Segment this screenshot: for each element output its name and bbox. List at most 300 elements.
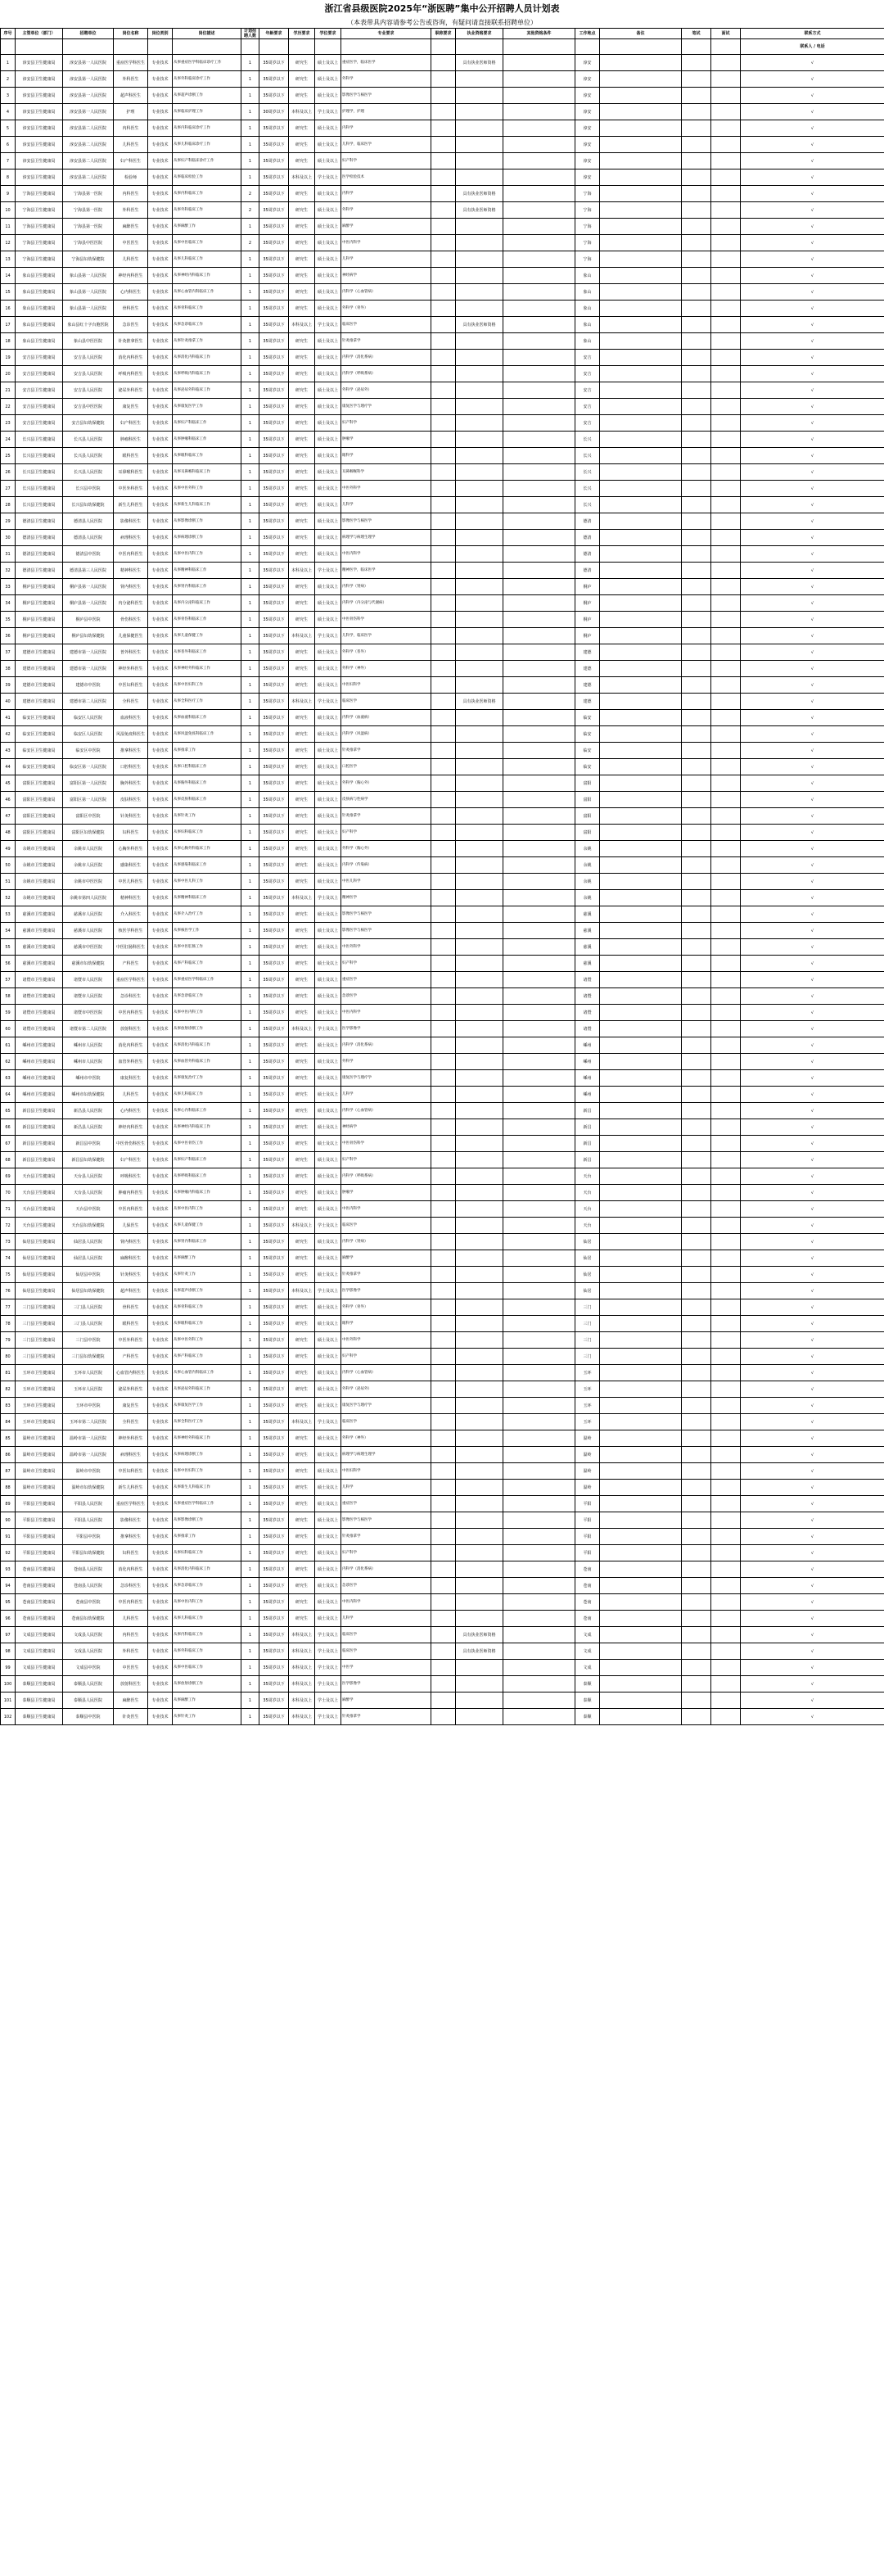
table-cell (711, 88, 741, 104)
table-cell: 护理学，护理 (341, 104, 431, 120)
table-cell (431, 546, 456, 563)
table-cell (682, 1316, 711, 1332)
column-header: 招聘单位 (63, 29, 114, 39)
table-cell (431, 1561, 456, 1578)
table-cell: 45 (1, 775, 16, 792)
table-cell: 文成 (575, 1660, 600, 1676)
table-cell (431, 301, 456, 317)
table-cell: 硕士及以上 (315, 1234, 341, 1250)
table-cell (456, 1381, 503, 1398)
table-cell: 安吉 (575, 350, 600, 366)
table-cell: 66 (1, 1119, 16, 1136)
table-cell (456, 808, 503, 825)
table-cell: 消化内科医生 (114, 1037, 148, 1054)
table-cell: 35周岁以下 (259, 939, 289, 956)
table-cell: 35周岁以下 (259, 1316, 289, 1332)
table-cell: √ (741, 1594, 884, 1611)
table-cell (503, 382, 575, 399)
table-cell (711, 1152, 741, 1168)
table-cell: 研究生 (289, 874, 315, 890)
table-cell: √ (741, 579, 884, 595)
table-cell: 宁海 (575, 235, 600, 251)
table-cell: 32 (1, 563, 16, 579)
table-cell (456, 628, 503, 644)
table-cell: 35周岁以下 (259, 88, 289, 104)
table-cell: 从事内分泌科临床工作 (173, 595, 241, 612)
table-cell: 1 (241, 1611, 259, 1627)
table-cell: √ (741, 546, 884, 563)
table-cell (431, 939, 456, 956)
table-cell (503, 579, 575, 595)
table-cell: 硕士及以上 (315, 333, 341, 350)
table-cell (431, 1185, 456, 1201)
table-cell: 余姚市人民医院 (63, 857, 114, 874)
table-cell: 中医肛肠科医生 (114, 939, 148, 956)
table-row (1, 1299, 884, 1316)
table-cell (682, 1201, 711, 1218)
table-cell (711, 677, 741, 694)
table-cell (600, 1365, 682, 1381)
table-cell: 新昌 (575, 1152, 600, 1168)
table-row (1, 1480, 884, 1496)
table-cell: 硕士及以上 (315, 906, 341, 923)
table-cell (503, 956, 575, 972)
table-row (1, 301, 884, 317)
table-row (1, 1365, 884, 1381)
table-cell: 建德市卫生健康局 (16, 644, 63, 661)
table-cell: 硕士及以上 (315, 1529, 341, 1545)
table-cell: 天台 (575, 1218, 600, 1234)
table-cell (711, 1250, 741, 1267)
table-cell: 99 (1, 1660, 16, 1676)
table-cell (503, 366, 575, 382)
table-cell: 1 (241, 415, 259, 432)
table-cell (711, 1070, 741, 1087)
table-cell: 血液科医生 (114, 710, 148, 726)
table-cell (711, 874, 741, 890)
table-cell (682, 759, 711, 775)
table-cell: 文成 (575, 1627, 600, 1643)
table-cell: 余姚市第四人民医院 (63, 890, 114, 906)
table-cell (682, 1643, 711, 1660)
table-cell: 苍南县卫生健康局 (16, 1561, 63, 1578)
table-cell: 35周岁以下 (259, 1250, 289, 1267)
table-cell: 病理科医生 (114, 1447, 148, 1463)
table-cell (711, 1594, 741, 1611)
table-cell: 62 (1, 1054, 16, 1070)
table-cell: 专业技术 (148, 1299, 173, 1316)
table-cell: 从事妇产科临床工作 (173, 1152, 241, 1168)
table-cell: 硕士及以上 (315, 726, 341, 743)
table-cell: 17 (1, 317, 16, 333)
table-cell: 9 (1, 186, 16, 202)
table-cell: 外科医生 (114, 1643, 148, 1660)
table-cell (503, 1119, 575, 1136)
table-cell: 44 (1, 759, 16, 775)
table-cell: 15 (1, 284, 16, 301)
table-cell: 消化内科医生 (114, 1561, 148, 1578)
column-subheader (1, 39, 16, 55)
table-cell: 84 (1, 1414, 16, 1430)
table-cell (600, 1447, 682, 1463)
table-cell: √ (741, 792, 884, 808)
table-cell: 本科及以上 (289, 694, 315, 710)
table-cell (682, 972, 711, 988)
table-cell: √ (741, 1185, 884, 1201)
table-cell: 温岭 (575, 1430, 600, 1447)
document-subtitle: （本表带具内容请参考公告或咨询，有疑问请直接联系招聘单位） (347, 18, 537, 26)
table-cell: 象山县卫生健康局 (16, 284, 63, 301)
table-cell: √ (741, 350, 884, 366)
table-cell: 1 (241, 890, 259, 906)
table-cell: 安吉县卫生健康局 (16, 399, 63, 415)
table-cell: 研究生 (289, 1332, 315, 1349)
table-cell: 52 (1, 890, 16, 906)
table-cell: 研究生 (289, 55, 315, 71)
table-cell (711, 1054, 741, 1070)
table-cell: 淳安县第一人民医院 (63, 104, 114, 120)
table-cell: 35周岁以下 (259, 743, 289, 759)
table-cell: 本科及以上 (289, 1643, 315, 1660)
table-cell: 35周岁以下 (259, 1119, 289, 1136)
table-cell: 研究生 (289, 284, 315, 301)
table-cell (456, 1512, 503, 1529)
column-subheader (173, 39, 241, 55)
table-cell (600, 169, 682, 186)
table-cell (503, 939, 575, 956)
table-cell: 从事麻醉工作 (173, 1692, 241, 1709)
table-cell: 平阳县人民医院 (63, 1512, 114, 1529)
table-cell: 14 (1, 268, 16, 284)
table-cell (711, 284, 741, 301)
table-cell (503, 841, 575, 857)
table-cell: 专业技术 (148, 120, 173, 137)
table-cell: 从事产科临床工作 (173, 1349, 241, 1365)
table-cell (431, 153, 456, 169)
table-cell: 研究生 (289, 1136, 315, 1152)
table-cell: 27 (1, 481, 16, 497)
table-cell: 1 (241, 988, 259, 1005)
table-cell (600, 1054, 682, 1070)
table-row (1, 1709, 884, 1725)
table-cell: 温岭市卫生健康局 (16, 1463, 63, 1480)
table-cell: 本科及以上 (289, 1709, 315, 1725)
table-cell: 专业技术 (148, 1021, 173, 1037)
table-cell: 1 (241, 1512, 259, 1529)
table-cell (431, 382, 456, 399)
table-cell: 35周岁以下 (259, 137, 289, 153)
table-cell: 研究生 (289, 1087, 315, 1103)
table-cell: 研究生 (289, 743, 315, 759)
table-cell: 医学影像学 (341, 1676, 431, 1692)
table-cell: 宁海 (575, 186, 600, 202)
table-cell: √ (741, 1381, 884, 1398)
table-cell: 新生儿科医生 (114, 1480, 148, 1496)
table-cell (600, 972, 682, 988)
table-row (1, 71, 884, 88)
table-cell: 1 (241, 464, 259, 481)
table-cell: √ (741, 1447, 884, 1463)
table-cell: 影像医学与核医学 (341, 1512, 431, 1529)
table-cell: 硕士及以上 (315, 1316, 341, 1332)
table-cell (456, 1136, 503, 1152)
table-cell (600, 1185, 682, 1201)
table-cell: 具有执业医师资格 (456, 202, 503, 219)
table-cell: 外科学（骨外） (341, 1299, 431, 1316)
table-cell (600, 55, 682, 71)
table-cell (682, 137, 711, 153)
table-cell: 硕士及以上 (315, 579, 341, 595)
table-cell: 象山县卫生健康局 (16, 301, 63, 317)
table-cell (711, 513, 741, 530)
table-cell (431, 710, 456, 726)
table-row (1, 415, 884, 432)
table-cell: 天台县人民医院 (63, 1168, 114, 1185)
table-cell: 中医内科学 (341, 1594, 431, 1611)
column-header: 岗位类别 (148, 29, 173, 39)
table-cell (503, 1037, 575, 1054)
table-cell: 妇产科学 (341, 1349, 431, 1365)
table-cell (711, 1005, 741, 1021)
table-cell (431, 1398, 456, 1414)
table-cell (431, 169, 456, 186)
table-row (1, 890, 884, 906)
table-cell: 专业技术 (148, 808, 173, 825)
column-subheader (575, 39, 600, 55)
table-cell: 宁海县第一医院 (63, 219, 114, 235)
table-cell: 诸暨市人民医院 (63, 988, 114, 1005)
table-row (1, 1561, 884, 1578)
table-cell (682, 546, 711, 563)
table-cell: 内科学（心血管病） (341, 1365, 431, 1381)
table-cell: 温岭市妇幼保健院 (63, 1480, 114, 1496)
table-cell: √ (741, 1201, 884, 1218)
table-cell (456, 1037, 503, 1054)
table-cell: 影像科医生 (114, 513, 148, 530)
table-cell: 诸暨市卫生健康局 (16, 988, 63, 1005)
table-cell: 从事妇科临床工作 (173, 1545, 241, 1561)
table-cell: 内科学（呼吸系病） (341, 1168, 431, 1185)
table-cell: 建德市卫生健康局 (16, 677, 63, 694)
table-cell: 仙居县中医院 (63, 1267, 114, 1283)
table-cell: 富阳区卫生健康局 (16, 808, 63, 825)
table-cell: 1 (241, 1021, 259, 1037)
table-cell: 67 (1, 1136, 16, 1152)
table-row (1, 628, 884, 644)
table-cell: 专业技术 (148, 55, 173, 71)
table-cell (600, 628, 682, 644)
table-cell (431, 1545, 456, 1561)
table-cell: √ (741, 219, 884, 235)
table-cell (682, 186, 711, 202)
table-cell: 硕士及以上 (315, 775, 341, 792)
table-cell (600, 448, 682, 464)
table-cell (456, 563, 503, 579)
table-cell: 专业技术 (148, 1283, 173, 1299)
table-cell: √ (741, 1005, 884, 1021)
table-cell: 83 (1, 1398, 16, 1414)
table-cell: 研究生 (289, 661, 315, 677)
table-cell: 41 (1, 710, 16, 726)
table-cell (431, 694, 456, 710)
table-cell (711, 1676, 741, 1692)
table-cell (711, 628, 741, 644)
table-cell: 新昌县卫生健康局 (16, 1152, 63, 1168)
column-header: 联系方式 (741, 29, 884, 39)
table-cell (431, 71, 456, 88)
table-cell: 新昌 (575, 1103, 600, 1119)
table-cell: 专业技术 (148, 612, 173, 628)
table-cell (431, 1283, 456, 1299)
table-row (1, 448, 884, 464)
table-cell: 35周岁以下 (259, 759, 289, 775)
table-cell (711, 1414, 741, 1430)
table-cell (682, 1152, 711, 1168)
table-cell: 中医外科学 (341, 1332, 431, 1349)
table-cell: 天台县中医院 (63, 1201, 114, 1218)
table-cell: 硕士及以上 (315, 956, 341, 972)
table-cell (456, 513, 503, 530)
table-cell: 35周岁以下 (259, 1168, 289, 1185)
table-row (1, 1087, 884, 1103)
table-cell: √ (741, 972, 884, 988)
table-cell: 35周岁以下 (259, 546, 289, 563)
table-cell (682, 1332, 711, 1349)
table-cell: 硕士及以上 (315, 1365, 341, 1381)
table-cell: 从事皮肤科临床工作 (173, 792, 241, 808)
table-cell (503, 759, 575, 775)
table-cell: 61 (1, 1037, 16, 1054)
table-row (1, 1463, 884, 1480)
table-row (1, 399, 884, 415)
table-cell: 嵊州 (575, 1037, 600, 1054)
table-cell: 内科学（传染病） (341, 857, 431, 874)
table-cell: 重症医学科医生 (114, 1496, 148, 1512)
table-cell (711, 743, 741, 759)
table-cell: 学士及以上 (315, 1021, 341, 1037)
table-cell (711, 55, 741, 71)
table-cell: √ (741, 530, 884, 546)
table-cell: 妇产科医生 (114, 415, 148, 432)
table-cell (711, 1660, 741, 1676)
table-cell (682, 1398, 711, 1414)
column-header: 其他资格条件 (503, 29, 575, 39)
table-cell: 35周岁以下 (259, 677, 289, 694)
table-row (1, 530, 884, 546)
table-cell: 89 (1, 1496, 16, 1512)
table-cell (456, 1299, 503, 1316)
table-cell (682, 1136, 711, 1152)
table-cell (431, 104, 456, 120)
table-cell: 从事外科临床诊疗工作 (173, 71, 241, 88)
table-cell: 1 (241, 1119, 259, 1136)
table-cell (682, 1627, 711, 1643)
table-cell (431, 841, 456, 857)
table-cell (456, 1611, 503, 1627)
table-cell: 仙居县卫生健康局 (16, 1234, 63, 1250)
column-subheader (289, 39, 315, 55)
table-cell (711, 694, 741, 710)
table-row (1, 1627, 884, 1643)
table-cell (503, 890, 575, 906)
table-cell (431, 448, 456, 464)
table-cell (711, 1561, 741, 1578)
table-cell: 长兴县人民医院 (63, 448, 114, 464)
column-subheader (431, 39, 456, 55)
table-cell: 1 (241, 137, 259, 153)
table-cell: 研究生 (289, 432, 315, 448)
table-cell (711, 1381, 741, 1398)
table-cell: 平阳县卫生健康局 (16, 1496, 63, 1512)
table-cell: 从事中医内科工作 (173, 1201, 241, 1218)
table-cell: 专业技术 (148, 366, 173, 382)
table-cell: 1 (241, 956, 259, 972)
column-subheader (341, 39, 431, 55)
table-cell (503, 825, 575, 841)
table-row (1, 1037, 884, 1054)
table-cell: 临安 (575, 759, 600, 775)
table-cell (503, 1218, 575, 1234)
table-cell: 35周岁以下 (259, 1381, 289, 1398)
table-cell: 淳安县卫生健康局 (16, 153, 63, 169)
table-cell: √ (741, 1463, 884, 1480)
table-cell: 硕士及以上 (315, 1561, 341, 1578)
table-cell: 慈溪市人民医院 (63, 923, 114, 939)
table-row (1, 317, 884, 333)
table-cell (600, 726, 682, 743)
table-cell: 专业技术 (148, 1119, 173, 1136)
table-cell: 1 (241, 71, 259, 88)
table-row (1, 1529, 884, 1545)
table-cell: 专业技术 (148, 382, 173, 399)
table-cell: 康复医生 (114, 1398, 148, 1414)
table-cell: 感染科医生 (114, 857, 148, 874)
table-cell: 1 (241, 1561, 259, 1578)
table-cell: 本科及以上 (289, 169, 315, 186)
table-cell: 儿科学，临床医学 (341, 628, 431, 644)
table-cell (600, 808, 682, 825)
table-cell: 宁海 (575, 202, 600, 219)
table-cell: 研究生 (289, 137, 315, 153)
table-cell: 淳安县卫生健康局 (16, 169, 63, 186)
table-cell: √ (741, 694, 884, 710)
table-cell: √ (741, 333, 884, 350)
table-cell: 硕士及以上 (315, 1398, 341, 1414)
table-cell: 硕士及以上 (315, 1136, 341, 1152)
table-cell: 研究生 (289, 481, 315, 497)
table-cell: 专业技术 (148, 153, 173, 169)
table-cell: √ (741, 563, 884, 579)
table-cell: 建德市第一人民医院 (63, 661, 114, 677)
table-cell: √ (741, 399, 884, 415)
table-cell: 研究生 (289, 939, 315, 956)
table-cell (431, 628, 456, 644)
table-cell (600, 235, 682, 251)
table-cell: 35周岁以下 (259, 825, 289, 841)
table-cell (431, 88, 456, 104)
table-cell: 临床医学 (341, 694, 431, 710)
table-cell (711, 268, 741, 284)
table-cell (431, 1021, 456, 1037)
table-cell: 26 (1, 464, 16, 481)
table-cell (600, 1430, 682, 1447)
table-cell: 象山县中医医院 (63, 333, 114, 350)
table-cell: 1 (241, 1037, 259, 1054)
table-cell (431, 792, 456, 808)
table-cell: 内分泌科医生 (114, 595, 148, 612)
table-cell: 玉环 (575, 1398, 600, 1414)
table-cell: 硕士及以上 (315, 1430, 341, 1447)
